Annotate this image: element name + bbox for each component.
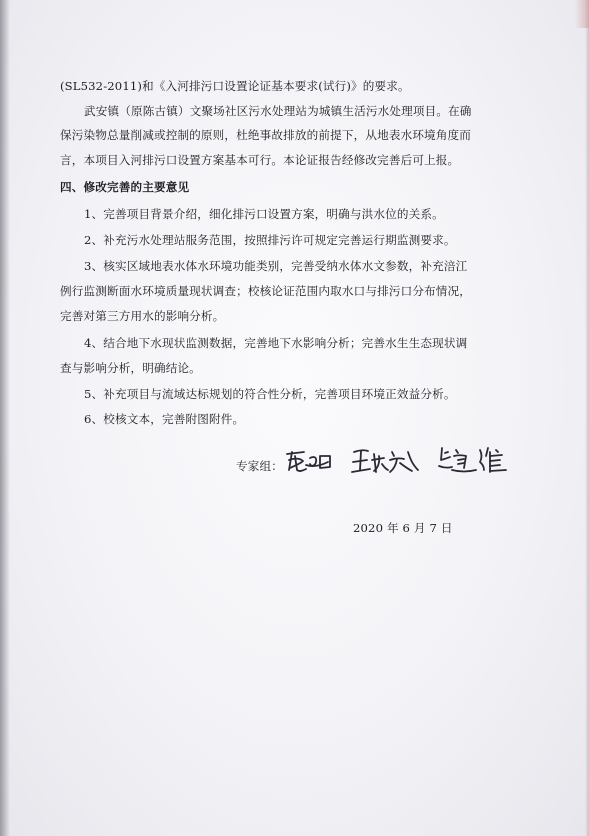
list-item-continuation: 完善对第三方用水的影响分析。 <box>60 309 225 323</box>
page-left-edge-shadow <box>0 0 10 836</box>
list-item-continuation: 查与影响分析，明确结论。 <box>60 361 201 375</box>
list-item: 3、核实区域地表水体水环境功能类别，完善受纳水体水文参数，补充涪江 <box>84 259 468 273</box>
list-item: 5、补充项目与流域达标规划的符合性分析，完善项目环境正效益分析。 <box>84 387 456 401</box>
signature-1-image <box>284 448 344 476</box>
list-item: 4、结合地下水现状监测数据，完善地下水影响分析；完善水生生态现状调 <box>84 336 468 350</box>
signature-2-image <box>350 446 422 476</box>
paragraph-line: 言，本项目入河排污口设置方案基本可行。本论证报告经修改完善后可上报。 <box>60 153 460 167</box>
document-date: 2020 年 6 月 7 日 <box>353 521 453 535</box>
signature-3-image <box>436 444 516 476</box>
section-heading: 四、修改完善的主要意见 <box>60 180 190 194</box>
paragraph-line: 保污染物总量削减或控制的原则，杜绝事故排放的前提下，从地表水环境角度而 <box>60 128 472 142</box>
list-item: 1、完善项目背景介绍，细化排污口设置方案，明确与洪水位的关系。 <box>84 207 444 221</box>
paragraph-line: 武安镇（原陈古镇）文聚场社区污水处理站为城镇生活污水处理项目。在确 <box>84 104 472 118</box>
page-right-edge-shadow <box>585 0 589 836</box>
paragraph-line: (SL532-2011)和《入河排污口设置论证基本要求(试行)》的要求。 <box>60 79 410 93</box>
list-item: 2、补充污水处理站服务范围，按照排污许可规定完善运行期监测要求。 <box>84 233 456 247</box>
list-item: 6、校核文本，完善附图附件。 <box>84 412 245 426</box>
signature-label: 专家组： <box>236 459 283 473</box>
list-item-continuation: 例行监测断面水环境质量现状调查；校核论证范围内取水口与排污口分布情况， <box>60 284 472 298</box>
corner-stain <box>575 0 589 28</box>
